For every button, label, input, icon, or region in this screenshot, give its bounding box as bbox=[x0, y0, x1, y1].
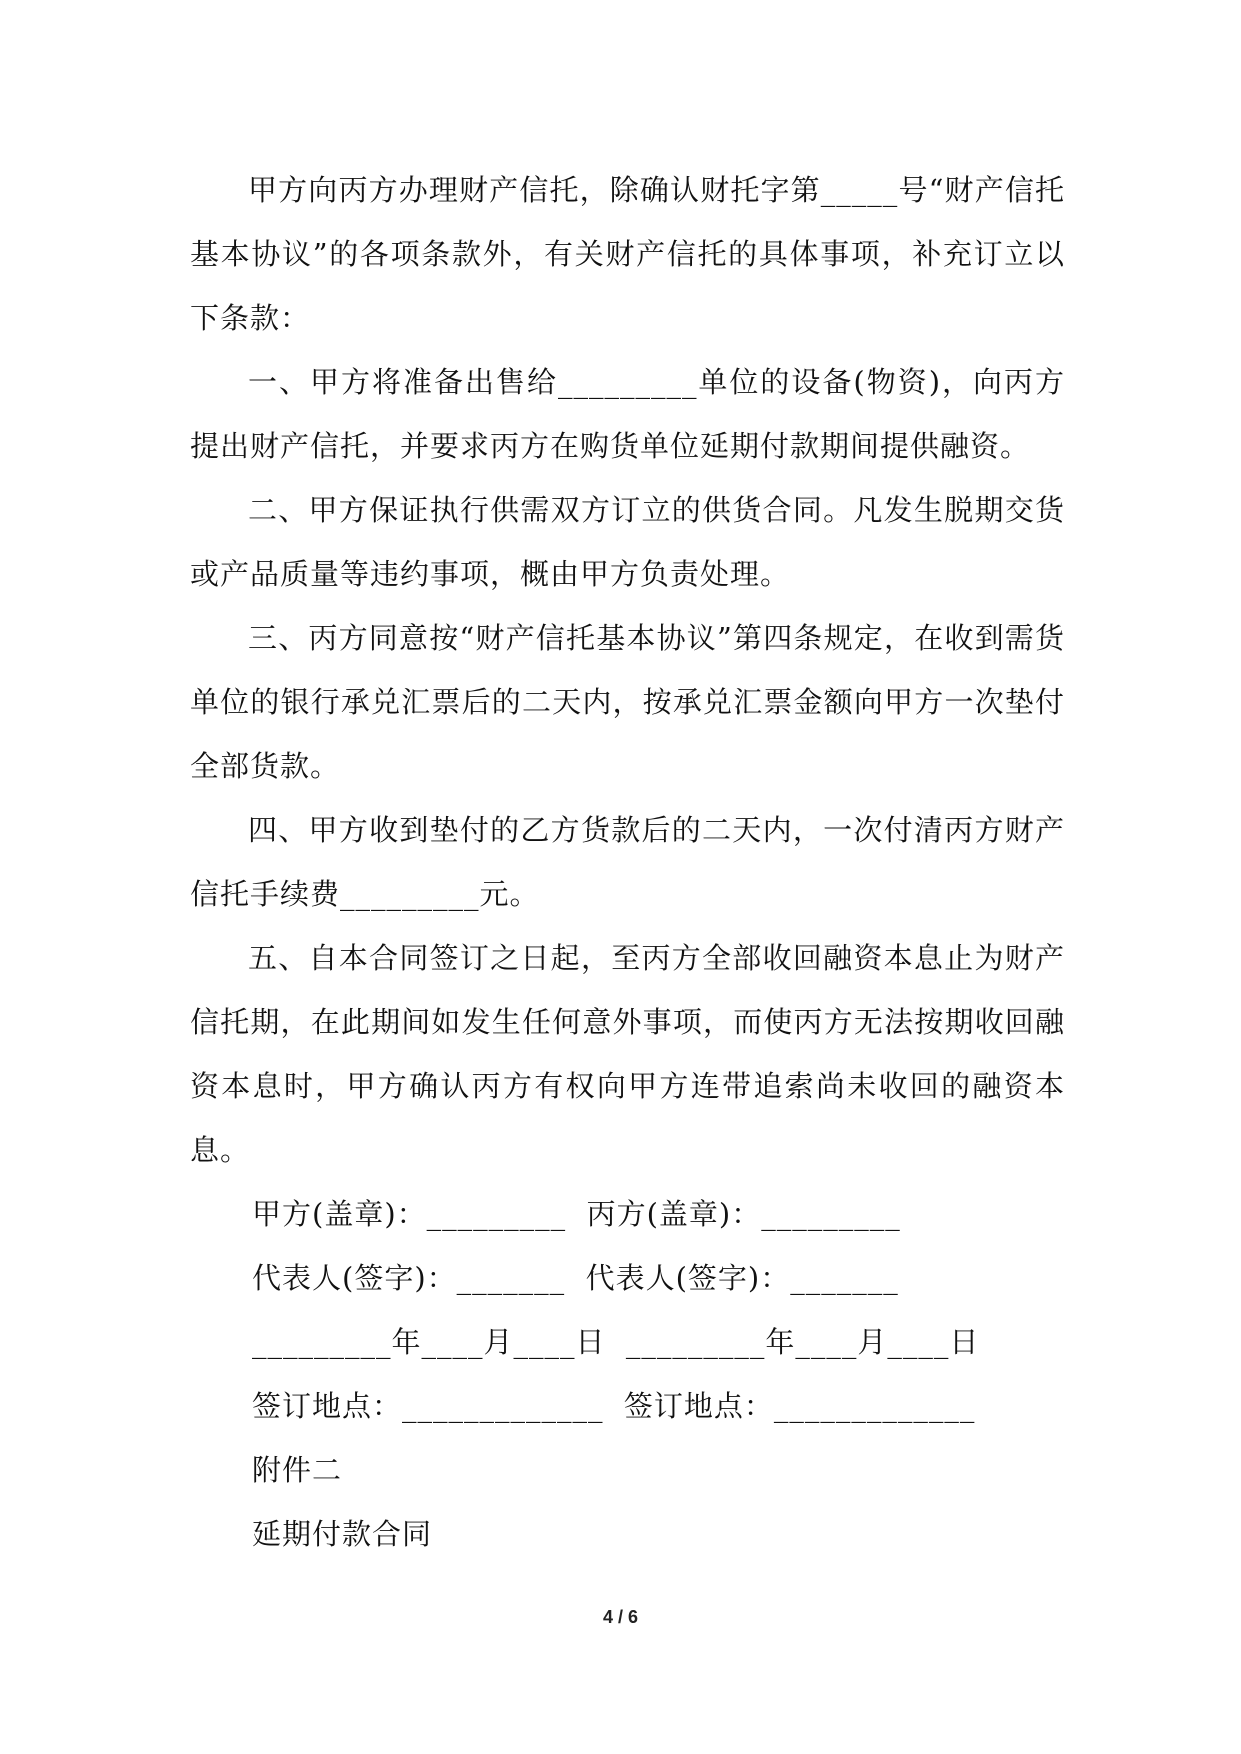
seal-line: 甲方(盖章)：_________ 丙方(盖章)：_________ bbox=[252, 1197, 901, 1231]
intro-paragraph: 甲方向丙方办理财产信托，除确认财托字第_____号“财产信托基本协议”的各项条款外，有关财产信托的具体事项，补充订立以下条款： bbox=[190, 173, 1065, 335]
clause-1: 一、甲方将准备出售给_________单位的设备(物资)，向丙方提出财产信托，并要求丙方在购货单位延期付款期间提供融资。 bbox=[190, 365, 1065, 463]
document-body bbox=[190, 158, 1065, 1566]
attachment-label: 附件二 bbox=[252, 1453, 343, 1487]
clause-3: 三、丙方同意按“财产信托基本协议”第四条规定，在收到需货单位的银行承兑汇票后的二天内，按承兑汇票金额向甲方一次垫付全部货款。 bbox=[190, 621, 1065, 783]
clause-4: 四、甲方收到垫付的乙方货款后的二天内，一次付清丙方财产信托手续费_________元。 bbox=[190, 813, 1065, 911]
representative-line: 代表人(签字)：_______ 代表人(签字)：_______ bbox=[252, 1261, 899, 1295]
date-line: _________年____月____日 _________年____月____日 bbox=[252, 1325, 980, 1359]
clause-2: 二、甲方保证执行供需双方订立的供货合同。凡发生脱期交货或产品质量等违约事项，概由甲方负责处理。 bbox=[190, 493, 1065, 591]
signing-place-line: 签订地点：_____________ 签订地点：_____________ bbox=[252, 1389, 976, 1423]
attachment-title: 延期付款合同 bbox=[252, 1517, 433, 1551]
clause-5: 五、自本合同签订之日起，至丙方全部收回融资本息止为财产信托期，在此期间如发生任何意外事项，而使丙方无法按期收回融资本息时，甲方确认丙方有权向甲方连带追索尚未收回的融资本息。 bbox=[190, 941, 1065, 1167]
page-number: 4 / 6 bbox=[602, 1607, 639, 1627]
